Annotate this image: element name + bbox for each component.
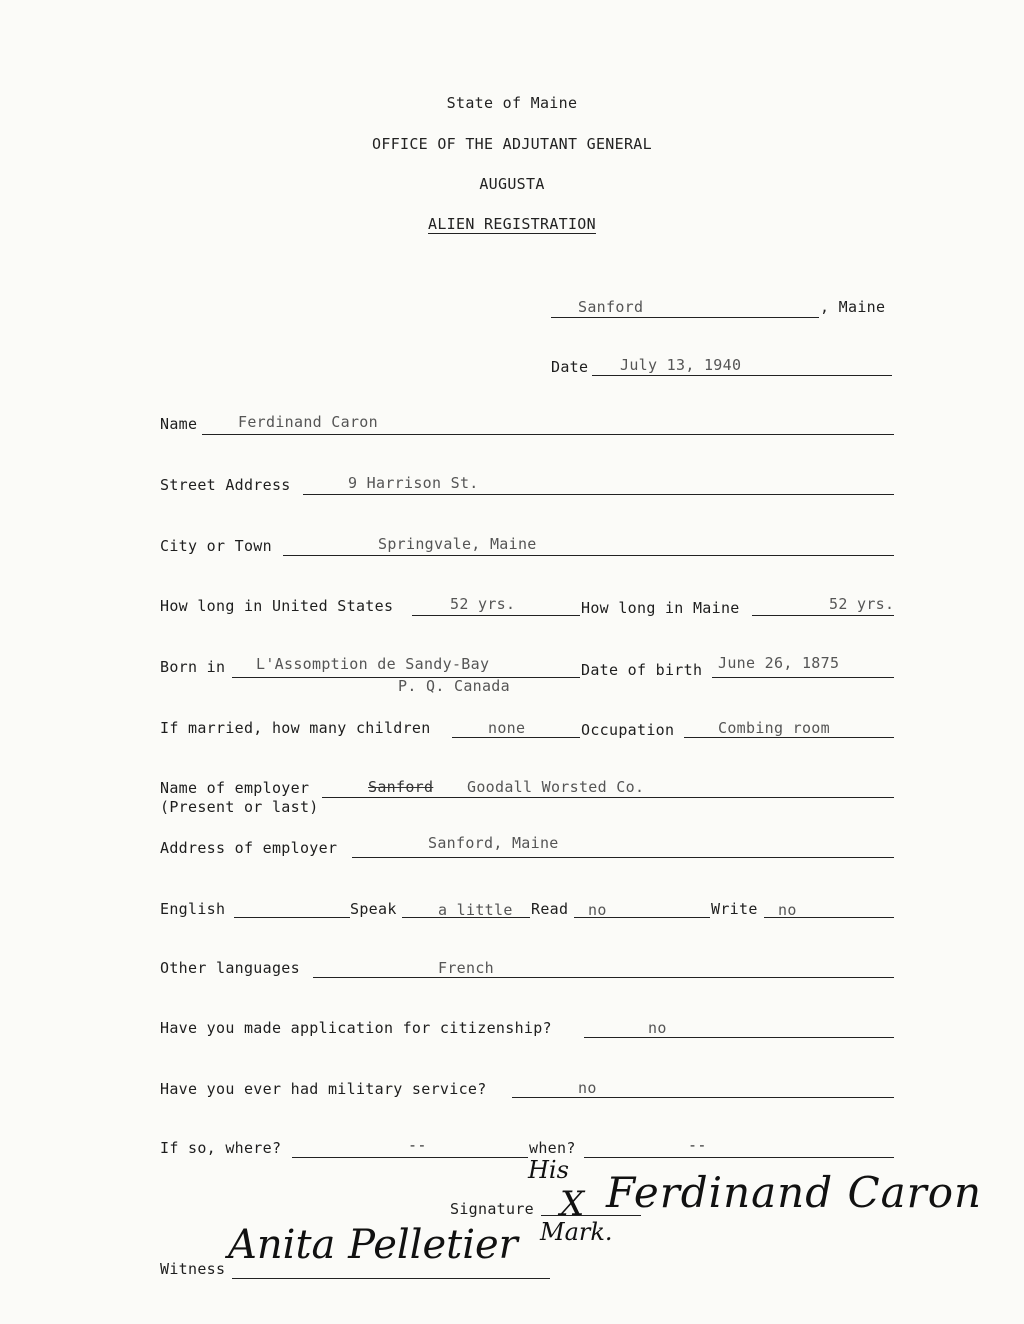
town-suffix: , Maine: [820, 298, 886, 316]
date-label: Date: [551, 358, 589, 376]
employer-value[interactable]: Goodall Worsted Co.: [467, 778, 645, 796]
employer-struck-value: Sanford: [368, 778, 434, 796]
read-label: Read: [531, 900, 569, 918]
when-label: when?: [529, 1139, 576, 1157]
employer-line: [322, 797, 894, 798]
occupation-value[interactable]: Combing room: [718, 719, 830, 737]
employer-address-value[interactable]: Sanford, Maine: [428, 834, 559, 852]
military-line: [512, 1097, 894, 1098]
occupation-line: [684, 737, 894, 738]
citizenship-line: [584, 1037, 894, 1038]
office-heading: OFFICE OF THE ADJUTANT GENERAL: [372, 135, 652, 153]
when-line: [584, 1157, 894, 1158]
name-value[interactable]: Ferdinand Caron: [238, 413, 378, 431]
children-label: If married, how many children: [160, 719, 431, 737]
city-label: City or Town: [160, 537, 272, 555]
occupation-label: Occupation: [581, 721, 675, 739]
street-value[interactable]: 9 Harrison St.: [348, 474, 479, 492]
where-line: [292, 1157, 528, 1158]
town-line: [551, 317, 819, 318]
read-value[interactable]: no: [588, 901, 607, 919]
citizenship-value[interactable]: no: [648, 1019, 667, 1037]
signature-his: His: [528, 1156, 569, 1184]
name-line: [202, 434, 894, 435]
write-label: Write: [711, 900, 758, 918]
born-in-province[interactable]: P. Q. Canada: [398, 677, 510, 695]
witness-signature: Anita Pelletier: [228, 1222, 518, 1268]
signature-name: Ferdinand Caron: [606, 1168, 983, 1217]
speak-label: Speak: [350, 900, 397, 918]
city-line: [283, 555, 894, 556]
us-years-label: How long in United States: [160, 597, 394, 615]
city-value[interactable]: Springvale, Maine: [378, 535, 537, 553]
born-in-value[interactable]: L'Assomption de Sandy-Bay: [256, 655, 490, 673]
speak-value[interactable]: a little: [438, 901, 513, 919]
witness-line: [232, 1278, 550, 1279]
employer-sublabel: (Present or last): [160, 798, 319, 816]
signature-x-mark: X: [560, 1184, 585, 1224]
state-heading: State of Maine: [446, 94, 578, 112]
maine-years-value[interactable]: 52 yrs.: [829, 595, 895, 613]
us-years-line: [412, 615, 580, 616]
children-line: [452, 737, 580, 738]
citizenship-label: Have you made application for citizenship?: [160, 1019, 552, 1037]
employer-label: Name of employer: [160, 779, 310, 797]
dob-line: [712, 677, 894, 678]
date-line: [592, 375, 892, 376]
where-label: If so, where?: [160, 1139, 282, 1157]
date-value[interactable]: July 13, 1940: [620, 356, 742, 374]
english-label: English: [160, 900, 226, 918]
dob-label: Date of birth: [581, 661, 703, 679]
witness-label: Witness: [160, 1260, 226, 1278]
signature-label: Signature: [450, 1200, 534, 1218]
other-languages-label: Other languages: [160, 959, 300, 977]
town-value[interactable]: Sanford: [578, 298, 644, 316]
children-value[interactable]: none: [488, 719, 526, 737]
signature-mark-word: Mark.: [540, 1218, 613, 1246]
military-value[interactable]: no: [578, 1079, 597, 1097]
street-line: [303, 494, 894, 495]
dob-value[interactable]: June 26, 1875: [718, 654, 840, 672]
maine-years-label: How long in Maine: [581, 599, 740, 617]
employer-address-label: Address of employer: [160, 839, 338, 857]
name-label: Name: [160, 415, 198, 433]
employer-address-line: [352, 857, 894, 858]
when-value[interactable]: --: [688, 1136, 707, 1154]
street-label: Street Address: [160, 476, 291, 494]
write-value[interactable]: no: [778, 901, 797, 919]
maine-years-line: [752, 615, 894, 616]
where-value[interactable]: --: [408, 1136, 427, 1154]
other-languages-value[interactable]: French: [438, 959, 494, 977]
us-years-value[interactable]: 52 yrs.: [450, 595, 516, 613]
city-heading: AUGUSTA: [479, 175, 545, 193]
other-languages-line: [313, 977, 894, 978]
form-title: ALIEN REGISTRATION: [428, 215, 596, 233]
born-in-label: Born in: [160, 658, 226, 676]
military-label: Have you ever had military service?: [160, 1080, 487, 1098]
english-line: [234, 917, 350, 918]
